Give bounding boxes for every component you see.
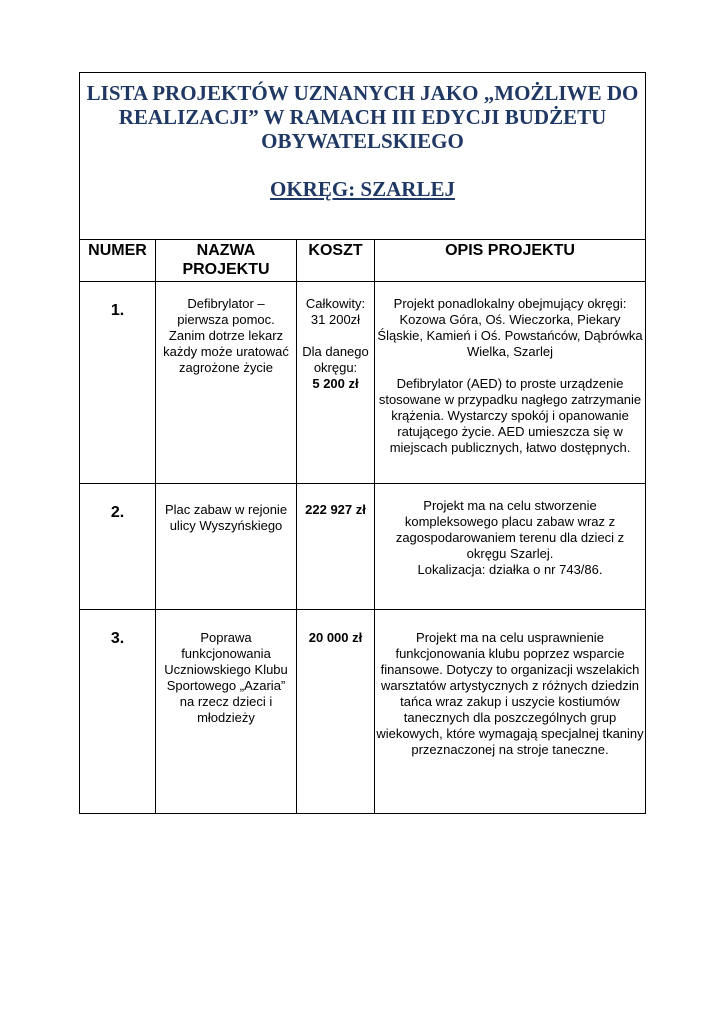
row-number: 3. xyxy=(80,610,156,814)
document-title: LISTA PROJEKTÓW UZNANYCH JAKO „MOŻLIWE DO REALIZACJI” W RAMACH III EDYCJI BUDŻETU OBYWATELSKIEGO xyxy=(86,81,639,153)
cost-total-label: Całkowity: xyxy=(305,296,366,311)
row-description xyxy=(375,282,646,484)
header-number: NUMER xyxy=(80,240,156,282)
row-name: Defibrylator – pierwsza pomoc. Zanim dotrze lekarz każdy może uratować zagrożone życie xyxy=(156,282,297,484)
description-scope: Projekt ponadlokalny obejmujący okręgi: Kozowa Góra, Oś. Wieczorka, Piekary Śląskie, Kamień i Oś. Powstańców, Dąbrówka Wielka, Szarlej xyxy=(377,296,643,359)
description-detail: Defibrylator (AED) to proste urządzenie stosowane w przypadku nagłego zatrzymanie krążenia. Wystarczy spokój i opanowanie ratującego życie. AED umieszcza się w miejscach publicznych, łatwo dostępnych. xyxy=(378,376,642,455)
row-name: Plac zabaw w rejonie ulicy Wyszyńskiego xyxy=(156,484,297,610)
table-row xyxy=(80,484,646,610)
row-number: 2. xyxy=(80,484,156,610)
header-name: NAZWA PROJEKTU xyxy=(156,240,297,282)
projects-table xyxy=(79,72,646,814)
row-name: Poprawa funkcjonowania Uczniowskiego Klubu Sportowego „Azaria” na rzecz dzieci i młodzieży xyxy=(156,610,297,814)
description-text: Projekt ma na celu usprawnienie funkcjonowania klubu poprzez wsparcie finansowe. Dotyczy to organizacji wszelakich warsztatów artystycznych z różnych dziedzin tańca wraz zakup i uszycie kostiumów tanecznych dla poszczególnych grup wiekowych, które wymagają specjalnej tkaniny przeznaczonej na stroje taneczne. xyxy=(376,630,644,757)
cost-district: 5 200 zł xyxy=(312,376,359,391)
row-cost xyxy=(297,282,375,484)
title-cell xyxy=(80,73,646,240)
table-row xyxy=(80,610,646,814)
district-heading: OKRĘG: SZARLEJ xyxy=(270,177,455,201)
table-header-row xyxy=(80,240,646,282)
row-description xyxy=(375,484,646,610)
row-cost: 20 000 zł xyxy=(297,610,375,814)
row-cost: 222 927 zł xyxy=(297,484,375,610)
table-row xyxy=(80,282,646,484)
cost-district-label: Dla danego okręgu: xyxy=(302,344,369,375)
header-cost: KOSZT xyxy=(297,240,375,282)
description-location: Lokalizacja: działka o nr 743/86. xyxy=(417,562,603,577)
cost-total: 31 200zł xyxy=(310,312,361,327)
description-text: Projekt ma na celu stworzenie kompleksowego placu zabaw wraz z zagospodarowaniem terenu dla dzieci z okręgu Szarlej. xyxy=(395,498,625,561)
row-description xyxy=(375,610,646,814)
header-description: OPIS PROJEKTU xyxy=(375,240,646,282)
row-number: 1. xyxy=(80,282,156,484)
